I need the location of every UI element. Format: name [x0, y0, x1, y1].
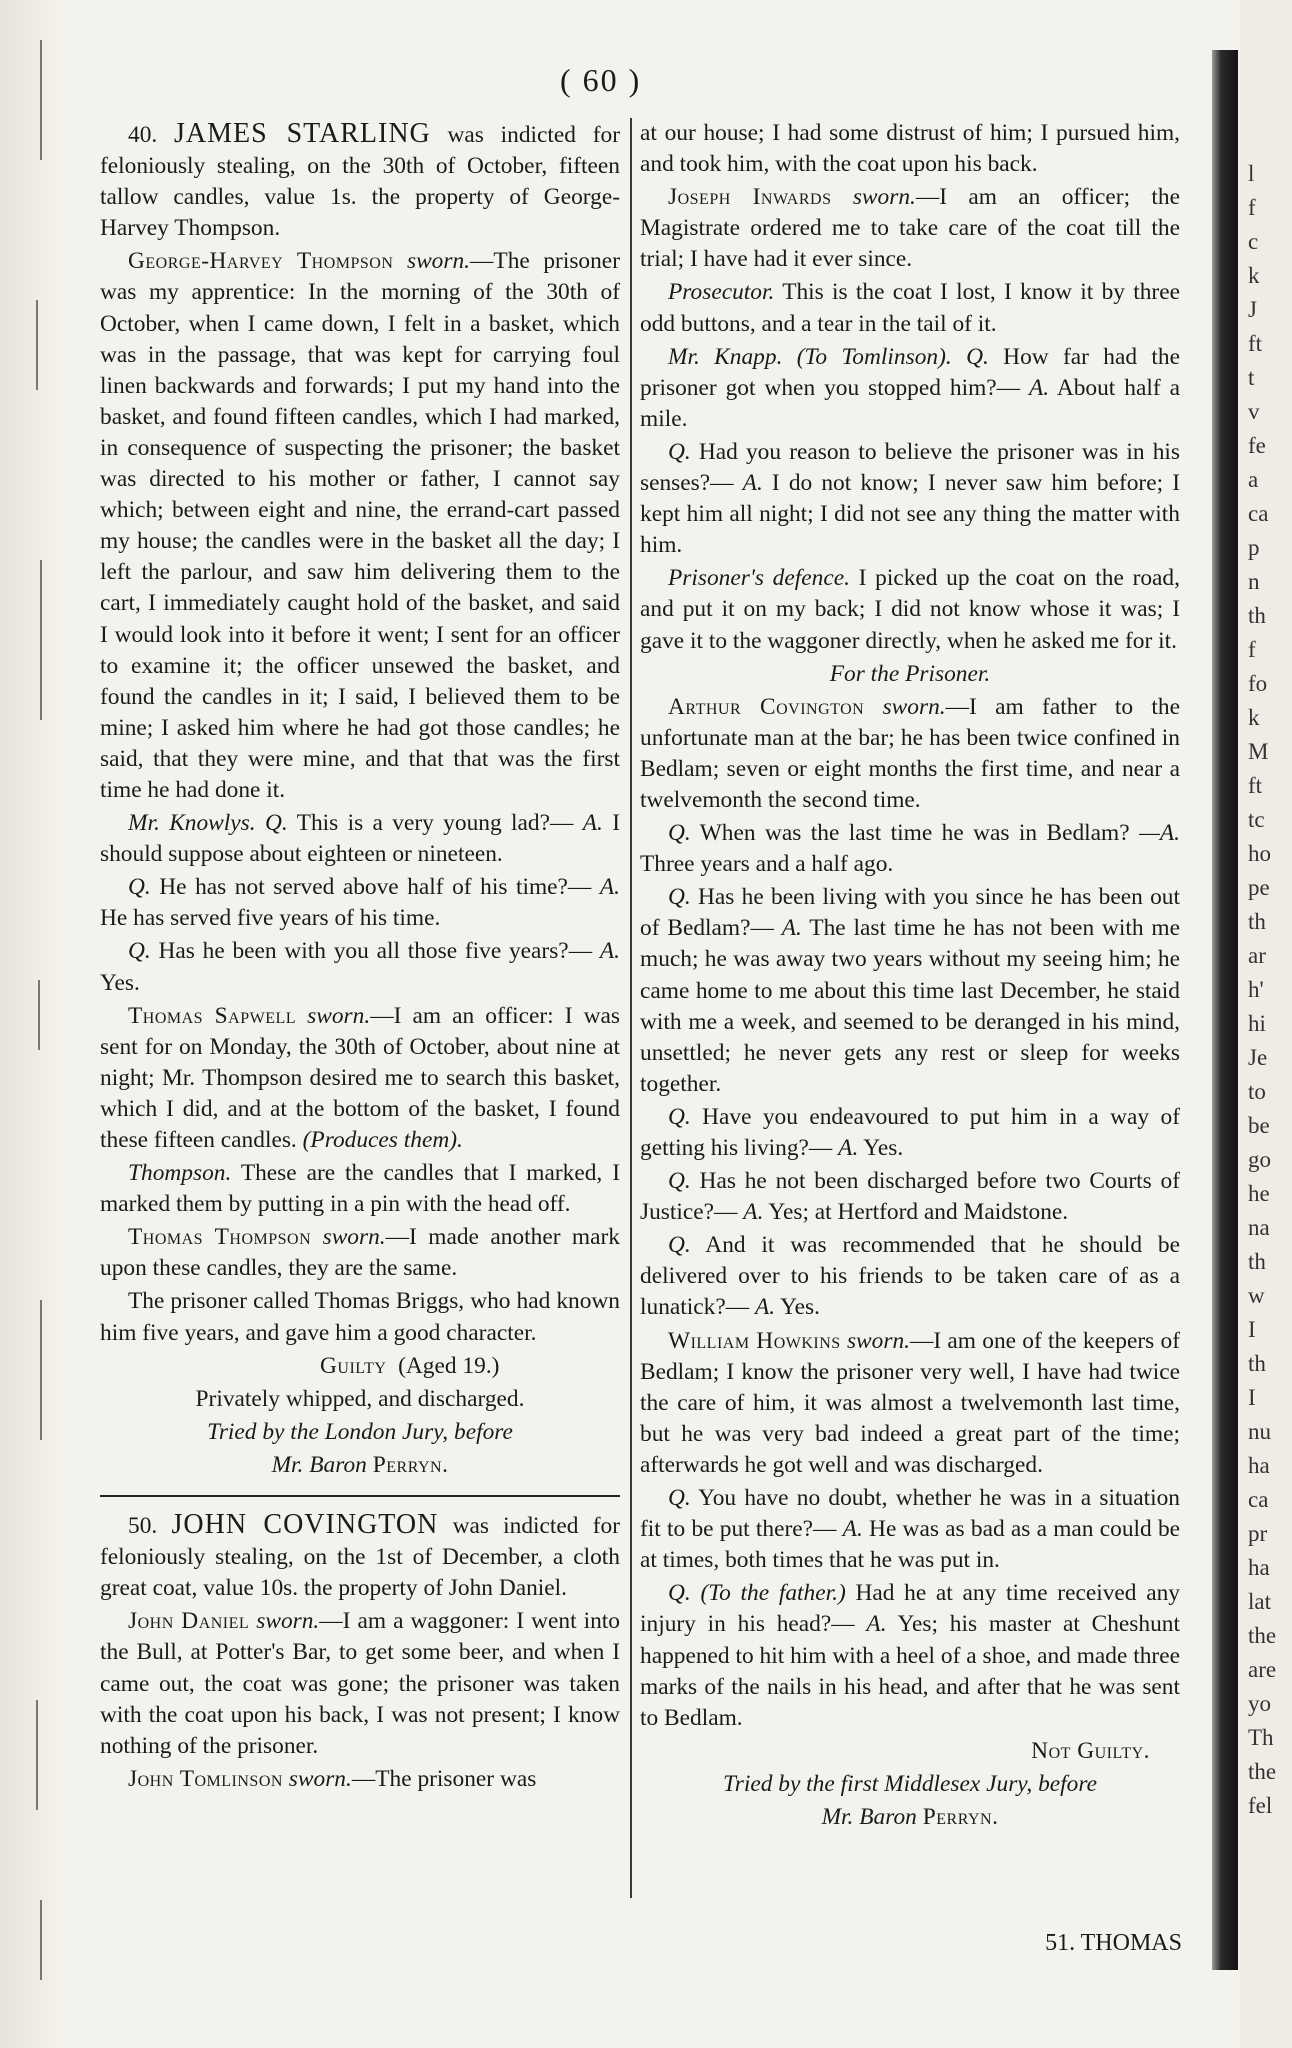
- bleed-fragment: k: [1248, 705, 1260, 730]
- exchange-r7: Q. (To the father.) Had he at any time received any injury in his head?— A. Yes; his master at Cheshunt happened to hit him with a heel of a shoe, and made three marks of the nails in his head, and after that he was sent to Bedlam.: [640, 1580, 1180, 1731]
- bleed-fragment: ha: [1248, 1555, 1270, 1580]
- case-number: 50.: [128, 1513, 158, 1540]
- case-50-indictment: 50. JOHN COVINGTON was indicted for feloniously stealing, on the 1st of December, a cloth great coat, value 10s. the property of John Daniel.: [100, 1509, 620, 1602]
- testimony-howkins: William Howkins sworn.—I am one of the keepers of Bedlam; I know the prisoner very well, I have had twice the care of him, it was almost a twelvemonth last time, but he was very bad indeed a great part of the time; afterwards he got well and was discharged.: [640, 1327, 1180, 1478]
- witness-name: William Howkins: [668, 1327, 841, 1354]
- bleed-fragment: the: [1248, 1623, 1277, 1648]
- bleed-fragment: f: [1248, 637, 1256, 662]
- testimony-thomas-thompson: Thomas Thompson sworn.—I made another mark upon these candles, they are the same.: [100, 1224, 620, 1282]
- facing-page-bleed: [1240, 0, 1292, 2048]
- bleed-fragment: ft: [1248, 773, 1263, 798]
- judge: Mr. Baron Perryn.: [271, 1451, 449, 1478]
- bleed-fragment: th: [1248, 1249, 1266, 1274]
- case-40-indictment: [100, 118, 620, 244]
- bleed-fragment: ft: [1248, 331, 1263, 356]
- statement-prosecutor: Prosecutor. This is the coat I lost, I know it by three odd buttons, and a tear in the tail of it.: [640, 279, 1180, 337]
- case-separator: [100, 1495, 620, 1497]
- catchword: 51. THOMAS: [1045, 1930, 1182, 1956]
- bleed-fragment: J: [1248, 297, 1257, 322]
- bleed-fragment: na: [1248, 1215, 1270, 1240]
- exchange-2: Q. He has not served above half of his time?— A. He has served five years of his time.: [100, 874, 620, 932]
- bleed-fragment: pr: [1248, 1521, 1268, 1546]
- bleed-fragment: h': [1248, 977, 1264, 1002]
- exchange-r2: Q. Has he been living with you since he has been out of Bedlam?— A. The last time he has not been with me much; he was away two years without my seeing him; he came home to me about this time last December, he staid with me a week, and seemed to be deranged in his mind, unsettled; he never gets any rest or sleep for weeks together.: [640, 884, 1181, 1097]
- exchange-r6: Q. You have no doubt, whether he was in a situation fit to be put there?— A. He was as bad as a man could be at times, both times that he was put in.: [640, 1485, 1181, 1574]
- exchange-r4: Q. Has he not been discharged before two Courts of Justice?— A. Yes; at Hertford and Maidstone.: [640, 1168, 1180, 1226]
- bleed-fragment: fe: [1248, 433, 1266, 458]
- verdict-case-40: Guilty (Aged 19.): [320, 1352, 500, 1379]
- witness-name: John Tomlinson: [128, 1765, 283, 1792]
- bleed-fragment: tc: [1248, 807, 1265, 832]
- bleed-fragment: w: [1248, 1283, 1265, 1308]
- bleed-fragment: yo: [1248, 1691, 1271, 1716]
- testimony-daniel: John Daniel sworn.—I am a waggoner: I went into the Bull, at Potter's Bar, to get some beer, and when I came out, the coat was gone; the prisoner was taken with the coat upon his back, I was not present; I know nothing of the prisoner.: [100, 1608, 620, 1759]
- testimony-thompson: [100, 246, 620, 806]
- exchange-3: Q. Has he been with you all those five years?— A. Yes.: [100, 938, 620, 996]
- exchange-1: Mr. Knowlys. Q. This is a very young lad?— A. I should suppose about eighteen or nineteen.: [100, 810, 620, 868]
- judge: Mr. Baron Perryn.: [821, 1803, 999, 1830]
- bleed-fragment: M: [1248, 739, 1269, 764]
- sentence: Privately whipped, and discharged.: [195, 1385, 525, 1412]
- exchange-r5: Q. And it was recommended that he should be delivered over to his friends to be taken care of as a lunatick?— A. Yes.: [640, 1232, 1180, 1321]
- defendant-name: JAMES STARLING: [174, 118, 431, 149]
- bleed-fragment: th: [1248, 603, 1266, 628]
- testimony-text: —The prisoner was my apprentice: In the morning of the 30th of October, when I came down, I felt in a basket, which was in the passage, that was kept for carrying foul linen backwards and forwards; I put my hand into the basket, and found fifteen candles, which I had marked, in consequence of suspecting the prisoner; the basket was directed to his mother or father, I cannot say which; between eight and nine, the errand-cart passed my house; the candles were in the basket all the day; I left the parlour, and saw him delivering them to the cart, I immediately caught hold of the basket, and said I would look into it before it went; I sent for an officer to examine it; the officer unsewed the basket, and found the candles in it; I said, I believed them to be mine; I asked him where he had got those candles; he said, that they were mine, and that that was the first time he had done it.: [100, 248, 620, 803]
- left-column: [100, 118, 620, 1797]
- witness-name: John Daniel: [128, 1608, 250, 1635]
- testimony-inwards: Joseph Inwards sworn.—I am an officer; the Magistrate ordered me to take care of the coat till the trial; I have had it ever since.: [640, 184, 1180, 273]
- bleed-fragment: to: [1248, 1079, 1266, 1104]
- bleed-fragment: th: [1248, 909, 1266, 934]
- column-divider: [630, 118, 632, 1898]
- bleed-fragment: fo: [1248, 671, 1268, 696]
- bleed-fragment: fel: [1248, 1793, 1273, 1818]
- bleed-fragment: ha: [1248, 1453, 1270, 1478]
- bleed-fragment: t: [1248, 365, 1255, 390]
- bleed-fragment: ca: [1248, 1487, 1269, 1512]
- bleed-fragment: nu: [1248, 1419, 1271, 1444]
- exchange-knapp-2: Q. Had you reason to believe the prisoner was in his senses?— A. I do not know; I never saw him before; I kept him all night; I did not see any thing the matter with him.: [640, 438, 1180, 559]
- witness-name: George-Harvey Thompson: [128, 248, 394, 275]
- bleed-fragment: ar: [1248, 943, 1266, 968]
- bleed-fragment: ho: [1248, 841, 1271, 866]
- witness-name: Thomas Thompson: [128, 1224, 312, 1251]
- bleed-fragment: ca: [1248, 501, 1269, 526]
- bleed-fragment: pe: [1248, 875, 1270, 900]
- bleed-fragment: v: [1248, 399, 1260, 424]
- for-the-prisoner: For the Prisoner.: [829, 660, 991, 687]
- bleed-fragment: Th: [1248, 1725, 1274, 1750]
- witness-name: Joseph Inwards: [668, 184, 832, 211]
- sworn-label: sworn.: [406, 248, 471, 275]
- prisoner-defence: Prisoner's defence. I picked up the coat on the road, and put it on my back; I did not know whose it was; I gave it to the waggoner directly, when he asked me for it.: [640, 565, 1180, 654]
- bleed-fragment: a: [1248, 467, 1259, 492]
- bleed-fragment: th: [1248, 1351, 1266, 1376]
- bleed-fragment: lat: [1248, 1589, 1271, 1614]
- bleed-fragment: c: [1248, 229, 1259, 254]
- exchange-knapp-1: Mr. Knapp. (To Tomlinson). Q. How far had the prisoner got when you stopped him?— A. About half a mile.: [640, 343, 1180, 432]
- bleed-fragment: k: [1248, 263, 1260, 288]
- binding-shadow: [1212, 50, 1238, 1970]
- verdict-case-50: Not Guilty.: [1031, 1737, 1150, 1764]
- page-number: ( 60 ): [560, 62, 642, 98]
- bleed-fragment: I: [1248, 1385, 1256, 1410]
- bleed-fragment: I: [1248, 1317, 1256, 1342]
- bleed-fragment: be: [1248, 1113, 1270, 1138]
- indictment-text: was indicted for feloniously stealing, on the 30th of October, fifteen tallow candles, value 1s. the property of George-Harvey Thompson.: [100, 122, 620, 242]
- case-number: 40.: [128, 122, 158, 148]
- tried-by: Tried by the first Middlesex Jury, before: [723, 1770, 1097, 1797]
- character-witness: The prisoner called Thomas Briggs, who had known him five years, and gave him a good character.: [100, 1288, 620, 1346]
- testimony-sapwell: Thomas Sapwell sworn.—I am an officer: I was sent for on Monday, the 30th of October, about nine at night; Mr. Thompson desired me to search this basket, which I did, and at the bottom of the basket, I found these fifteen candles. (Produces them).: [100, 1002, 620, 1153]
- testimony-tomlinson: John Tomlinson sworn.—The prisoner was: [128, 1765, 537, 1792]
- bleed-fragment: go: [1248, 1147, 1271, 1172]
- bleed-fragment: p: [1248, 535, 1260, 560]
- exchange-r1: Q. When was the last time he was in Bedlam? —A. Three years and a half ago.: [640, 820, 1180, 878]
- bleed-fragment: hi: [1248, 1011, 1266, 1036]
- bleed-fragment: are: [1248, 1657, 1277, 1682]
- witness-name: Thomas Sapwell: [128, 1002, 297, 1029]
- statement-thompson: Thompson. These are the candles that I marked, I marked them by putting in a pin with the head off.: [100, 1160, 620, 1218]
- tried-by: Tried by the London Jury, before: [207, 1418, 513, 1445]
- witness-name: Arthur Covington: [668, 693, 865, 720]
- exchange-r3: Q. Have you endeavoured to put him in a way of getting his living?— A. Yes.: [640, 1103, 1180, 1161]
- bleed-fragment: the: [1248, 1759, 1277, 1784]
- bleed-fragment: n: [1248, 569, 1260, 594]
- continued-text: at our house; I had some distrust of him; I pursued him, and took him, with the coat upon his back.: [640, 120, 1180, 178]
- bleed-fragment: l: [1248, 161, 1255, 186]
- defendant-name: JOHN COVINGTON: [171, 1509, 439, 1541]
- right-column: [640, 118, 1180, 1835]
- bleed-fragment: he: [1248, 1181, 1270, 1206]
- speaker: Mr. Knowlys.: [128, 810, 256, 837]
- page-left-edge: [0, 0, 62, 2048]
- bleed-fragment: f: [1248, 195, 1256, 220]
- bleed-fragment: Je: [1248, 1045, 1268, 1070]
- testimony-arthur-covington: Arthur Covington sworn.—I am father to the unfortunate man at the bar; he has been twice confined in Bedlam; seven or eight months the first time, and near a twelvemonth the second time.: [640, 693, 1181, 813]
